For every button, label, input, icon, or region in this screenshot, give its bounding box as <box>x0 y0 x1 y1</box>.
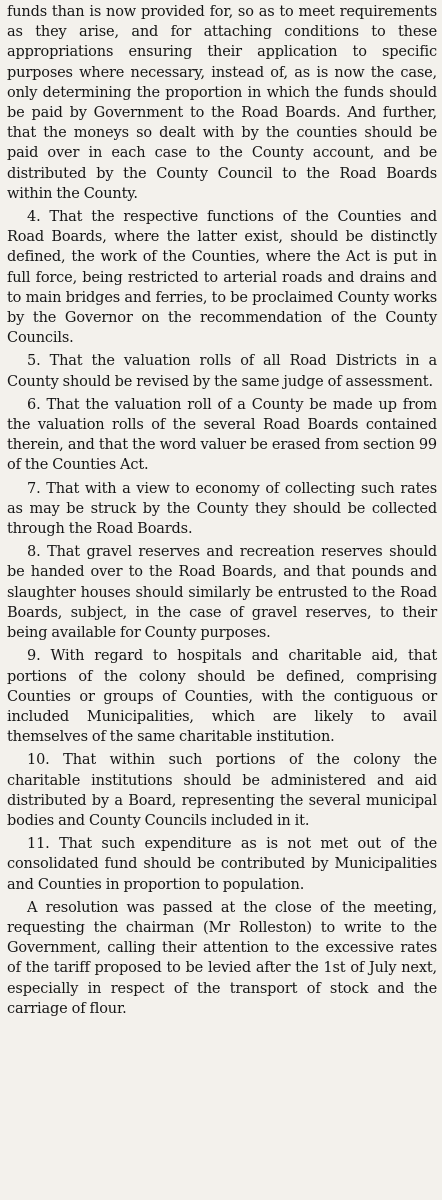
resolution-4: 4. That the respective functions of the Counties and Road Boards, where the latter exist, should be distinctly defined, the work of the Counties, where the Act is put in full force, being restricted to arterial roads and drains and to main bridges and ferries, to be proclaimed County works by the Governor on the recommendation of the County Councils. <box>7 209 437 347</box>
resolution-9: 9. With regard to hospitals and charitable aid, that portions of the colony should be defined, comprising Counties or groups of Counties, with the contiguous or included Municipalities, which are likely to avail themselves of the same charitable institution. <box>7 648 437 746</box>
resolution-5: 5. That the valuation rolls of all Road Districts in a County should be revised by the same judge of assessment. <box>7 353 437 390</box>
closing-resolution-paragraph: A resolution was passed at the close of the meeting, requesting the chairman (Mr Rolleston) to write to the Government, calling their attention to the excessive rates of the tariff proposed to be levied after the 1st of July next, especially in respect of the transport of stock and the carriage of flour. <box>7 899 437 1017</box>
article-paragraph-continuation: funds than is now provided for, so as to meet requirements as they arise, and for attaching conditions to these appropriations ensuring their application to specific purposes where necessary, instead of, as is now the case, only determining the proportion in which the funds should be paid by Government to the Road Boards. And further, that the moneys so dealt with by the counties should be paid over in each case to the County account, and be distributed by the County Council to the Road Boards within the County. <box>7 4 437 202</box>
resolution-6: 6. That the valuation roll of a County be made up from the valuation rolls of the several Road Boards contained therein, and that the word valuer be erased from section 99 of the Counties Act. <box>7 396 437 474</box>
resolution-10: 10. That within such portions of the colony the charitable institutions should be administered and aid distributed by a Board, representing the several municipal bodies and County Councils included in it. <box>7 752 437 829</box>
resolution-7: 7. That with a view to economy of collecting such rates as may be struck by the County they should be collected through the Road Boards. <box>7 480 437 538</box>
article-body <box>7 2 437 1019</box>
resolution-11: 11. That such expenditure as is not met out of the consolidated fund should be contributed by Municipalities and Counties in proportion to population. <box>7 836 437 893</box>
resolution-8: 8. That gravel reserves and recreation reserves should be handed over to the Road Boards, and that pounds and slaughter houses should similarly be entrusted to the Road Boards, subject, in the case of gravel reserves, to their being available for County purposes. <box>7 544 437 642</box>
